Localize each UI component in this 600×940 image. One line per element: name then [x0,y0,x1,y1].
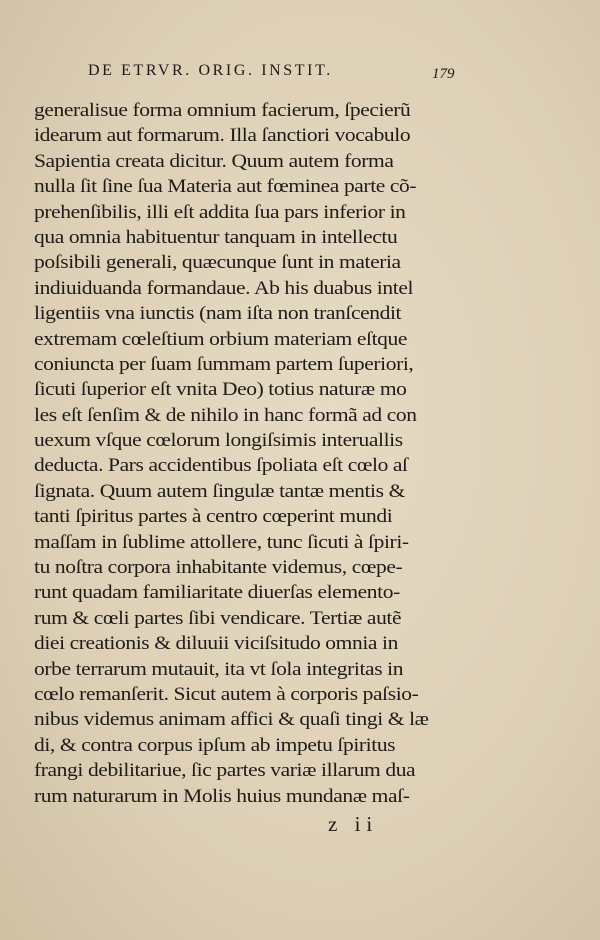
text-line: di, & contra corpus ipſum ab impetu ſpiritus [34,734,396,756]
text-line: maſſam in ſublime attollere, tunc ſicuti à ſpiri- [34,531,409,553]
text-line: rum & cœli partes ſibi vendicare. Tertiæ autẽ [34,607,402,629]
text-line: rum naturarum in Molis huius mundanæ maſ- [34,785,410,807]
text-line: prehenſibilis, illi eſt addita ſua pars inferior in [34,201,406,223]
text-line: generalisue forma omnium facierum, ſpecierũ [34,100,411,121]
text-line: uexum vſque cœlorum longiſsimis interuallis [34,430,403,452]
text-line: cœlo remanſerit. Sicut autem à corporis paſsio- [34,683,419,705]
text-line: nulla ſit ſine ſua Materia aut fœminea parte cõ- [34,176,417,198]
signature-mark: z ii [328,812,379,836]
running-title: DE ETRVR. ORIG. INSTIT. [88,62,333,79]
text-line: runt quadam familiaritate diuerſas elemento- [34,582,400,604]
page-number: 179 [432,66,455,82]
text-line: les eſt ſenſim & de nihilo in hanc formã ad con [34,404,417,426]
text-line: coniuncta per ſuam ſummam partem ſuperiori, [34,353,414,375]
body-text [34,98,434,809]
text-line: poſsibili generali, quæcunque ſunt in materia [34,252,401,274]
text-line: qua omnia habituentur tanquam in intellectu [34,226,398,248]
text-line: orbe terrarum mutauit, ita vt ſola integritas in [34,658,404,680]
text-line: tanti ſpiritus partes à centro cœperint mundi [34,506,393,528]
text-line: ligentiis vna iunctis (nam iſta non tranſcendit [34,303,402,325]
text-line: diei creationis & diluuii viciſsitudo omnia in [34,633,398,655]
text-line: ſignata. Quum autem ſingulæ tantæ mentis & [34,480,405,502]
text-line: nibus videmus animam affici & quaſi tingi & læ [34,709,429,731]
text-line: frangi debilitariue, ſic partes variæ illarum dua [34,760,416,782]
text-line: tu noſtra corpora inhabitante videmus, cœpe- [34,557,403,579]
text-line: extremam cœleſtium orbium materiam eſtque [34,328,408,350]
text-line: deducta. Pars accidentibus ſpoliata eſt cœlo aſ [34,455,408,477]
text-line: Sapientia creata dicitur. Quum autem forma [34,150,394,172]
text-line: indiuiduanda formandaue. Ab his duabus intel [34,277,414,299]
text-line: idearum aut formarum. Illa ſanctiori vocabulo [34,125,411,147]
text-line: ſicuti ſuperior eſt vnita Deo) totius naturæ mo [34,379,407,401]
